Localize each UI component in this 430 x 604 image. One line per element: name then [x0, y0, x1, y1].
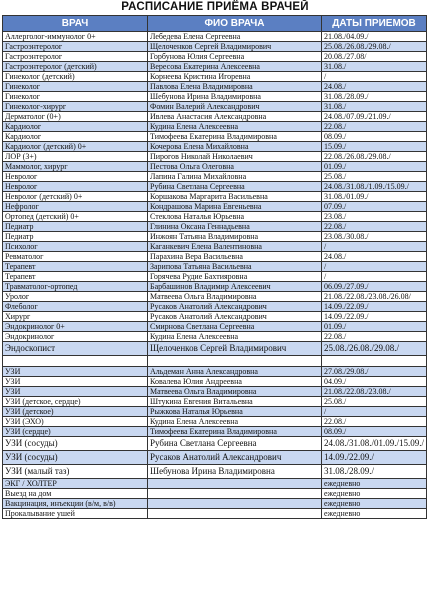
cell-dates: 24.08./	[322, 82, 427, 92]
cell-name: Кудина Елена Алексеевна	[148, 122, 322, 132]
cell-doctor: Терапевт	[3, 272, 148, 282]
cell-doctor: Гинеколог (детский)	[3, 72, 148, 82]
cell-name: Инжоян Татьяна Владимировна	[148, 232, 322, 242]
cell-doctor: Маммолог, хирург	[3, 162, 148, 172]
cell-doctor: УЗИ (малый таз)	[3, 465, 148, 479]
cell-dates: ежедневно	[322, 509, 427, 519]
cell-doctor: УЗИ (ЭХО)	[3, 417, 148, 427]
cell-dates: 08.09./	[322, 427, 427, 437]
cell-doctor: Психолог	[3, 242, 148, 252]
cell-doctor: Педиатр	[3, 222, 148, 232]
cell-dates: 31.08./28.09./	[322, 465, 427, 479]
table-row	[3, 272, 427, 282]
cell-doctor: Вакцинация, инъекции (в/м, в/в)	[3, 499, 148, 509]
cell-doctor: ЛОР (3+)	[3, 152, 148, 162]
cell-name	[148, 479, 322, 489]
table-row	[3, 407, 427, 417]
cell-dates: 21.08./22.08./23.08./	[322, 387, 427, 397]
table-row	[3, 182, 427, 192]
cell-name: Пестова Ольга Олеговна	[148, 162, 322, 172]
cell-dates: 31.08./	[322, 62, 427, 72]
cell-dates: 14.09./22.09./	[322, 312, 427, 322]
cell-doctor: УЗИ	[3, 377, 148, 387]
cell-doctor: Эндокринолог	[3, 332, 148, 342]
cell-dates: 04.09./	[322, 377, 427, 387]
cell-name: Шебунова Ирина Владимировна	[148, 92, 322, 102]
cell-name: Альдеман Анна Александровна	[148, 367, 322, 377]
cell-doctor: УЗИ	[3, 367, 148, 377]
cell-name: Вересова Екатерина Алексеевна	[148, 62, 322, 72]
cell-dates: 21.08./04.09./	[322, 32, 427, 42]
cell-doctor: Кардиолог (детский) 0+	[3, 142, 148, 152]
cell-doctor: Гинеколог-хирург	[3, 102, 148, 112]
cell-doctor: Уролог	[3, 292, 148, 302]
table-row	[3, 509, 427, 519]
cell-name: Рыжкова Наталья Юрьевна	[148, 407, 322, 417]
cell-doctor: Выезд на дом	[3, 489, 148, 499]
table-row	[3, 162, 427, 172]
cell-dates: ежедневно	[322, 489, 427, 499]
cell-name: Тимофеева Екатерина Владимировна	[148, 427, 322, 437]
cell-doctor: Педиатр	[3, 232, 148, 242]
cell-doctor: Невролог	[3, 182, 148, 192]
table-row	[3, 202, 427, 212]
cell-dates: 25.08./	[322, 397, 427, 407]
cell-doctor: Аллерголог-иммунолог 0+	[3, 32, 148, 42]
table-row	[3, 132, 427, 142]
schedule-table	[2, 15, 427, 519]
cell-dates: /	[322, 272, 427, 282]
table-row	[3, 122, 427, 132]
table-row	[3, 72, 427, 82]
cell-dates: 25.08./26.08./29.08./	[322, 342, 427, 356]
table-row	[3, 52, 427, 62]
header-name: ФИО ВРАЧА	[148, 16, 322, 32]
cell-doctor: Флеболог	[3, 302, 148, 312]
cell-dates: 31.08./01.09./	[322, 192, 427, 202]
cell-name: Пирогов Николай Николаевич	[148, 152, 322, 162]
table-row	[3, 42, 427, 52]
cell-doctor: Нефролог	[3, 202, 148, 212]
cell-name: Штукина Евгения Витальевна	[148, 397, 322, 407]
table-row	[3, 465, 427, 479]
schedule-rows	[3, 32, 427, 519]
table-row	[3, 417, 427, 427]
cell-doctor: Хирург	[3, 312, 148, 322]
cell-dates: 15.09./	[322, 142, 427, 152]
cell-name	[148, 489, 322, 499]
cell-dates: 01.09./	[322, 162, 427, 172]
cell-name: Тимофеева Екатерина Владимировна	[148, 132, 322, 142]
cell-name: Смирнова Светлана Сергеевна	[148, 322, 322, 332]
cell-doctor: Гинеколог	[3, 82, 148, 92]
cell-doctor: Гастроэнтеролог (детский)	[3, 62, 148, 72]
cell-dates: 31.08./	[322, 102, 427, 112]
cell-dates: 23.08./30.08./	[322, 232, 427, 242]
table-row	[3, 437, 427, 451]
cell-doctor: Гинеколог	[3, 92, 148, 102]
cell-dates: 24.08./07.09./21.09./	[322, 112, 427, 122]
cell-doctor: Эндоскопист	[3, 342, 148, 356]
table-header-row	[3, 16, 427, 32]
table-row	[3, 152, 427, 162]
cell-name: Стеклова Наталья Юрьевна	[148, 212, 322, 222]
cell-name: Рубина Светлана Сергеевна	[148, 182, 322, 192]
cell-dates: 23.08./	[322, 212, 427, 222]
cell-doctor: УЗИ (сердце)	[3, 427, 148, 437]
table-row	[3, 262, 427, 272]
table-row	[3, 302, 427, 312]
cell-name: Парахина Вера Васильевна	[148, 252, 322, 262]
cell-dates: 31.08./28.09./	[322, 92, 427, 102]
cell-name: Барбашинов Владимир Алексеевич	[148, 282, 322, 292]
cell-name: Кондрашова Марина Евгеньевна	[148, 202, 322, 212]
table-row	[3, 172, 427, 182]
cell-dates: 25.08./	[322, 172, 427, 182]
table-row	[3, 212, 427, 222]
table-row	[3, 62, 427, 72]
table-row	[3, 292, 427, 302]
cell-doctor: УЗИ	[3, 387, 148, 397]
cell-name: Русаков Анатолий Александрович	[148, 312, 322, 322]
gap-cell	[322, 356, 427, 367]
table-row	[3, 332, 427, 342]
cell-doctor: УЗИ (сосуды)	[3, 451, 148, 465]
table-row	[3, 377, 427, 387]
cell-dates: 25.08./26.08./29.08./	[322, 42, 427, 52]
page-title: РАСПИСАНИЕ ПРИЁМА ВРАЧЕЙ	[121, 1, 309, 13]
cell-name: Лапина Галина Михайловна	[148, 172, 322, 182]
cell-name: Кудина Елена Алексеевна	[148, 332, 322, 342]
cell-dates: 21.08./22.08./23.08./26.08/	[322, 292, 427, 302]
cell-dates: 22.08./26.08./29.08./	[322, 152, 427, 162]
cell-dates: 20.08./27.08/	[322, 52, 427, 62]
cell-name: Кудина Елена Алексеевна	[148, 417, 322, 427]
cell-doctor: ЭКГ / ХОЛТЕР	[3, 479, 148, 489]
table-row	[3, 82, 427, 92]
table-row	[3, 282, 427, 292]
cell-dates: /	[322, 262, 427, 272]
header-doctor: ВРАЧ	[3, 16, 148, 32]
cell-dates: 14.09./22.09./	[322, 451, 427, 465]
cell-dates: 06.09./27.09./	[322, 282, 427, 292]
table-row	[3, 397, 427, 407]
cell-name: Русаков Анатолий Александрович	[148, 451, 322, 465]
cell-dates: 22.08./	[322, 222, 427, 232]
cell-dates: ежедневно	[322, 499, 427, 509]
cell-dates: /	[322, 72, 427, 82]
table-row	[3, 32, 427, 42]
cell-name: Шебунова Ирина Владимировна	[148, 465, 322, 479]
cell-doctor: Дерматолог (0+)	[3, 112, 148, 122]
cell-name: Коршакова Маргарита Васильевна	[148, 192, 322, 202]
cell-dates: 08.09./	[322, 132, 427, 142]
cell-name: Ковалева Юлия Андреевна	[148, 377, 322, 387]
cell-name: Каганкевич Елена Валентиновна	[148, 242, 322, 252]
cell-name: Матвеева Ольга Владимировна	[148, 387, 322, 397]
cell-doctor: Невролог (детский) 0+	[3, 192, 148, 202]
cell-doctor: Эндокринолог 0+	[3, 322, 148, 332]
cell-name: Щелоченков Сергей Владимирович	[148, 42, 322, 52]
cell-doctor: Терапевт	[3, 262, 148, 272]
table-row	[3, 451, 427, 465]
cell-name: Матвеева Ольга Владимировна	[148, 292, 322, 302]
cell-doctor: УЗИ (сосуды)	[3, 437, 148, 451]
table-row	[3, 489, 427, 499]
table-row	[3, 342, 427, 356]
cell-doctor: Прокалывание ушей	[3, 509, 148, 519]
table-row	[3, 192, 427, 202]
cell-name: Корнеева Кристина Игоревна	[148, 72, 322, 82]
cell-doctor: Ревматолог	[3, 252, 148, 262]
cell-dates: ежедневно	[322, 479, 427, 489]
table-row	[3, 112, 427, 122]
table-row	[3, 499, 427, 509]
table-row	[3, 242, 427, 252]
cell-doctor: Ортопед (детский) 0+	[3, 212, 148, 222]
table-row	[3, 387, 427, 397]
table-row	[3, 142, 427, 152]
cell-dates: 24.08./31.08./01.09./15.09./	[322, 437, 427, 451]
cell-name: Горбунова Юлия Сергеевна	[148, 52, 322, 62]
cell-doctor: УЗИ (детское, сердце)	[3, 397, 148, 407]
section-gap	[3, 356, 427, 367]
cell-doctor: Травматолог-ортопед	[3, 282, 148, 292]
table-row	[3, 102, 427, 112]
gap-cell	[3, 356, 148, 367]
gap-cell	[148, 356, 322, 367]
cell-name: Лебедева Елена Сергеевна	[148, 32, 322, 42]
cell-name: Ивлева Анастасия Александровна	[148, 112, 322, 122]
table-row	[3, 367, 427, 377]
cell-doctor: Кардиолог	[3, 132, 148, 142]
cell-name: Павлова Елена Владимировна	[148, 82, 322, 92]
cell-dates: 22.08./	[322, 122, 427, 132]
cell-name: Щелоченков Сергей Владимирович	[148, 342, 322, 356]
cell-dates: 24.08./31.08./1.09./15.09./	[322, 182, 427, 192]
cell-dates: 22.08./	[322, 417, 427, 427]
table-row	[3, 427, 427, 437]
cell-name: Рубина Светлана Сергеевна	[148, 437, 322, 451]
cell-dates: /	[322, 407, 427, 417]
cell-name: Фомин Валерий Александрович	[148, 102, 322, 112]
cell-name: Кочерова Елена Михайловна	[148, 142, 322, 152]
cell-dates: /	[322, 242, 427, 252]
table-row	[3, 479, 427, 489]
cell-name: Горячева Рудие Бахтияровна	[148, 272, 322, 282]
cell-name: Зарипова Татьяна Васильевна	[148, 262, 322, 272]
table-row	[3, 312, 427, 322]
cell-doctor: Гастроэнтеролог	[3, 52, 148, 62]
cell-name	[148, 499, 322, 509]
cell-dates: 01.09./	[322, 322, 427, 332]
cell-dates: 07.09./	[322, 202, 427, 212]
table-row	[3, 322, 427, 332]
cell-doctor: УЗИ (детское)	[3, 407, 148, 417]
cell-dates: 14.09./22.09./	[322, 302, 427, 312]
cell-dates: 22.08./	[322, 332, 427, 342]
table-row	[3, 222, 427, 232]
cell-dates: 27.08./29.08./	[322, 367, 427, 377]
cell-doctor: Кардиолог	[3, 122, 148, 132]
cell-doctor: Невролог	[3, 172, 148, 182]
cell-name: Русаков Анатолий Александрович	[148, 302, 322, 312]
cell-dates: 24.08./	[322, 252, 427, 262]
header-dates: ДАТЫ ПРИЕМОВ	[322, 16, 427, 32]
table-row	[3, 92, 427, 102]
table-row	[3, 232, 427, 242]
table-row	[3, 252, 427, 262]
cell-doctor: Гастроэнтеролог	[3, 42, 148, 52]
cell-name: Глинина Оксана Геннадьевна	[148, 222, 322, 232]
cell-name	[148, 509, 322, 519]
